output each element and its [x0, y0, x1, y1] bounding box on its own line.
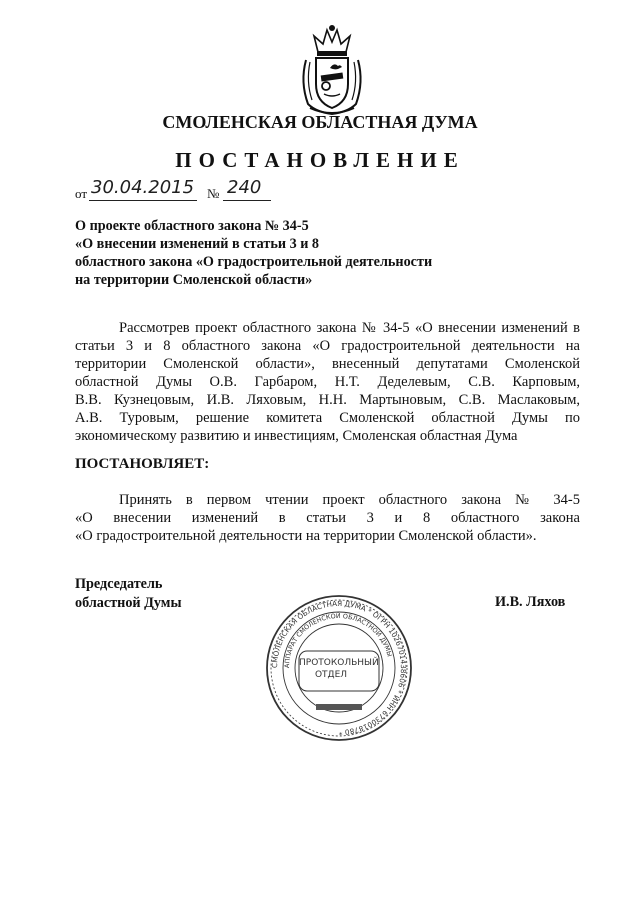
date-number-line	[75, 176, 315, 204]
paragraph-line: «О градостроительной деятельности на территории Смоленской области».	[75, 528, 537, 544]
body-paragraph-preamble	[75, 319, 580, 445]
from-label: от	[75, 186, 88, 201]
resolves-label: ПОСТАНОВЛЯЕТ:	[75, 456, 210, 472]
handwritten-date: 30.04.2015	[91, 177, 195, 198]
paragraph-line: территории Смоленской области», внесенный депутатами Смоленской	[75, 356, 580, 372]
seal-center-line: ПРОТОКОЛЬНЫЙ	[299, 658, 379, 668]
signatory-position	[75, 575, 182, 613]
paragraph-line: Рассмотрев проект областного закона № 34-5 «О внесении изменений в	[119, 320, 580, 336]
date-underline	[89, 200, 197, 201]
number-label: №	[207, 186, 220, 201]
paragraph-line: экономическому развитию и инвестициям, Смоленская областная Дума	[75, 428, 518, 444]
paragraph-line: А.В. Туровым, решение комитета Смоленской областной Думы по	[75, 410, 580, 426]
seal-outer-text: СМОЛЕНСКАЯ ОБЛАСТНАЯ ДУМА * ОГРН 1026701438606 * ИНН 6730018780 *	[269, 598, 409, 738]
number-underline	[223, 200, 271, 201]
paragraph-line: В.В. Кузнецовым, И.В. Ляховым, Н.Н. Мартыновым, С.В. Маслаковым,	[75, 392, 580, 408]
paragraph-line: областной Думы О.В. Гарбаром, Н.Т. Деделевым, С.В. Карповым,	[75, 374, 580, 390]
handwritten-number: 240	[227, 177, 262, 198]
seal-center-line: ОТДЕЛ	[314, 670, 348, 680]
signatory-name: И.В. Ляхов	[495, 594, 566, 610]
subject-line: «О внесении изменений в статьи 3 и 8	[75, 236, 320, 252]
coat-of-arms-emblem	[296, 22, 368, 118]
body-paragraph-resolution	[75, 491, 580, 545]
subject-line: О проекте областного закона № 34-5	[75, 218, 309, 234]
paragraph-line: «О внесении изменений в статьи 3 и 8 областного закона	[75, 510, 580, 526]
seal-center-text	[299, 657, 379, 691]
paragraph-line: статьи 3 и 8 областного закона «О градостроительной деятельности на	[75, 338, 580, 354]
position-line: областной Думы	[75, 595, 182, 611]
position-line: Председатель	[75, 576, 163, 592]
paragraph-line: Принять в первом чтении проект областного закона № 34-5	[119, 492, 580, 508]
subject-line: областного закона «О градостроительной деятельности	[75, 254, 433, 270]
seal-inner-text: АППАРАТ СМОЛЕНСКОЙ ОБЛАСТНОЙ ДУМЫ	[282, 611, 394, 669]
organization-name: СМОЛЕНСКАЯ ОБЛАСТНАЯ ДУМА	[162, 112, 478, 132]
document-type-title: ПОСТАНОВЛЕНИЕ	[175, 148, 465, 172]
subject-line: на территории Смоленской области»	[75, 272, 313, 288]
subject-heading	[75, 217, 495, 289]
